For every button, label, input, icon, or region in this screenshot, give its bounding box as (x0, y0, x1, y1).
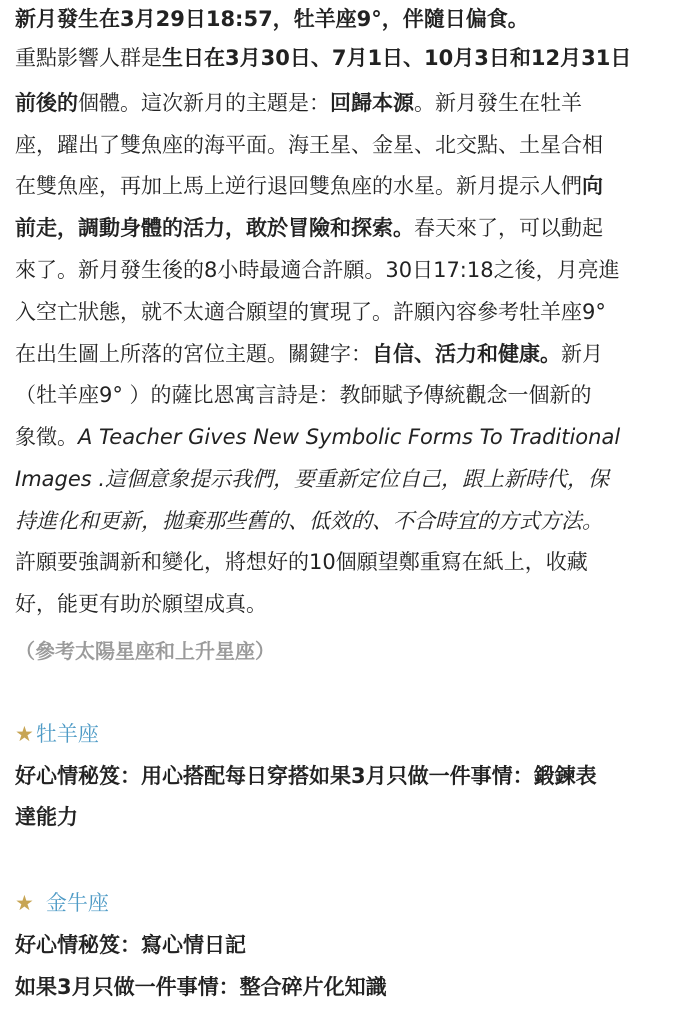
body-text: 來了。新月發生後的8小時最適合許願。30日17:18之後，月亮進 (15, 258, 620, 282)
body-text: 前後的個體。這次新月的主題是：回歸本源。新月發生在牡羊 (15, 91, 582, 115)
reference-note: （參考太陽星座和上升星座） (15, 639, 275, 663)
body-line (15, 465, 681, 493)
body-line (15, 131, 681, 159)
body-line (15, 590, 267, 618)
body-text: 在出生圖上所落的宮位主題。關鍵字：自信、活力和健康。新月 (15, 342, 603, 366)
sign-tip-text: 如果3月只做一件事情：整合碎片化知識 (15, 975, 387, 999)
body-text: 前走，調動身體的活力，敢於冒險和探索。春天來了，可以動起 (15, 216, 603, 240)
body-line (15, 381, 681, 409)
body-text: 許願要強調新和變化，將想好的10個願望鄭重寫在紙上，收藏 (15, 550, 588, 574)
body-text: 象徵。 (15, 425, 78, 449)
body-line (15, 172, 681, 200)
body-line (15, 89, 681, 117)
body-line (15, 548, 681, 576)
body-text: （牡羊座9° ）的薩比恩寓言詩是：教師賦予傳統觀念一個新的 (15, 383, 592, 407)
sign-tip-text: 達能力 (15, 805, 78, 829)
body-text: 好，能更有助於願望成真。 (15, 592, 267, 616)
sign-name: 牡羊座 (35, 722, 99, 746)
sign-tip (15, 973, 387, 1001)
body-text: Images .這個意象提示我們，要重新定位自己，跟上新時代，保 (15, 467, 610, 491)
body-text: 在雙魚座，再加上馬上逆行退回雙魚座的水星。新月提示人們向 (15, 174, 603, 198)
sign-tip (15, 762, 681, 790)
body-text: 座，躍出了雙魚座的海平面。海王星、金星、北交點、土星合相 (15, 133, 603, 157)
body-text: 入空亡狀態，就不太適合願望的實現了。許願內容參考牡羊座9° (15, 300, 606, 324)
star-icon: ★ (15, 891, 34, 915)
sign-tip (15, 803, 78, 831)
star-icon: ★ (15, 722, 34, 746)
body-line (15, 44, 681, 72)
body-text: 持進化和更新，拋棄那些舊的、低效的、不合時宜的方式方法。 (15, 509, 603, 533)
sign-heading-taurus (15, 889, 109, 917)
body-line (15, 340, 681, 368)
body-line (15, 298, 681, 326)
body-line (15, 507, 681, 535)
article-title: 新月發生在3月29日18:57，牡羊座9°，伴隨日偏食。 (15, 7, 529, 31)
sabian-english: A Teacher Gives New Symbolic Forms To Traditional (78, 425, 621, 449)
body-line (15, 423, 620, 451)
sign-tip-text: 好心情秘笈：用心搭配每日穿搭如果3月只做一件事情：鍛鍊表 (15, 764, 597, 788)
sign-name: 金牛座 (45, 891, 109, 915)
sign-tip-text: 好心情秘笈：寫心情日記 (15, 933, 246, 957)
body-line (15, 256, 681, 284)
sign-heading-aries (15, 720, 99, 748)
body-line (15, 214, 681, 242)
body-text: 重點影響人群是生日在3月30日、7月1日、10月3日和12月31日 (15, 46, 632, 70)
sign-tip (15, 931, 246, 959)
